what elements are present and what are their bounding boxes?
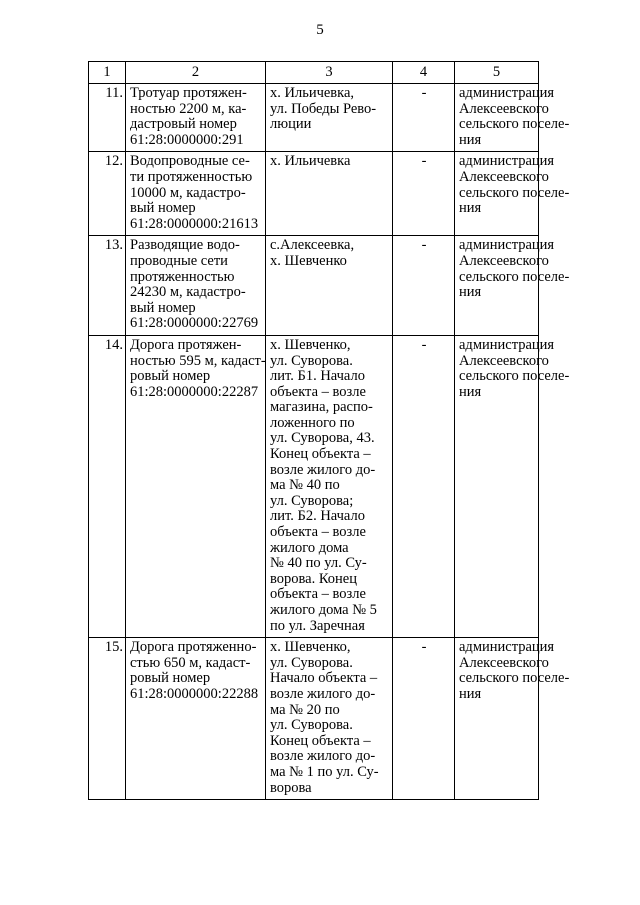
- location-cell: [266, 236, 393, 336]
- owner-cell: [455, 84, 570, 152]
- text-line: лит. Б1. Начало: [270, 368, 365, 385]
- column4-cell: -: [393, 638, 455, 800]
- column4-cell: -: [393, 335, 455, 637]
- text-line: ул. Суворова;: [270, 492, 354, 509]
- header-cell: 1: [89, 62, 126, 84]
- row-number-cell: 14.: [89, 335, 126, 637]
- text-line: ул. Суворова, 43.: [270, 430, 375, 447]
- text-line: Алексеевского: [459, 654, 549, 671]
- row-number-cell: 15.: [89, 638, 126, 800]
- text-line: ния: [459, 131, 482, 148]
- text-line: 10000 м, кадастро-: [130, 184, 246, 201]
- text-line: сельского поселе-: [459, 116, 570, 133]
- text-line: сельского поселе-: [459, 670, 570, 687]
- text-line: ния: [459, 284, 482, 301]
- text-line: ворова: [270, 779, 312, 796]
- text-line: Алексеевского: [459, 352, 549, 369]
- text-line: возле жилого до-: [270, 748, 376, 765]
- header-cell: 2: [126, 62, 266, 84]
- table-row: [89, 335, 539, 637]
- object-description-cell: [126, 638, 266, 800]
- object-description-cell: [126, 236, 266, 336]
- column4-cell: -: [393, 152, 455, 236]
- text-line: объекта – возле: [270, 383, 366, 400]
- location-cell: [266, 638, 393, 800]
- text-line: 24230 м, кадастро-: [130, 284, 246, 301]
- text-line: стью 650 м, кадаст-: [130, 654, 251, 671]
- object-description-cell: [126, 84, 266, 152]
- owner-cell: [455, 236, 570, 336]
- owner-cell: [455, 638, 570, 800]
- text-line: х. Шевченко,: [270, 336, 351, 353]
- text-line: проводные сети: [130, 252, 228, 269]
- text-line: Алексеевского: [459, 252, 549, 269]
- text-line: ма № 40 по: [270, 477, 340, 494]
- text-line: № 40 по ул. Су-: [270, 555, 367, 572]
- text-line: ул. Суворова.: [270, 654, 353, 671]
- registry-table: [88, 61, 570, 800]
- text-line: ностью 2200 м, ка-: [130, 100, 247, 117]
- text-line: ровый номер: [130, 368, 211, 385]
- page-number: 5: [316, 22, 324, 38]
- text-line: Конец объекта –: [270, 446, 371, 463]
- text-line: объекта – возле: [270, 524, 366, 541]
- text-line: Дорога протяженно-: [130, 639, 257, 656]
- text-line: ния: [459, 200, 482, 217]
- text-line: администрация: [459, 336, 555, 353]
- table-row: [89, 236, 539, 336]
- text-line: ния: [459, 383, 482, 400]
- row-number-cell: 12.: [89, 152, 126, 236]
- text-line: возле жилого до-: [270, 685, 376, 702]
- header-cell: 5: [455, 62, 539, 84]
- text-line: Конец объекта –: [270, 732, 371, 749]
- text-line: вый номер: [130, 200, 196, 217]
- text-line: объекта – возле: [270, 586, 366, 603]
- object-description-cell: [126, 335, 266, 637]
- header-cell: 3: [266, 62, 393, 84]
- text-line: ложенного по: [270, 414, 355, 431]
- text-line: ровый номер: [130, 670, 211, 687]
- text-line: администрация: [459, 639, 555, 656]
- row-number-cell: 13.: [89, 236, 126, 336]
- text-line: сельского поселе-: [459, 268, 570, 285]
- text-line: ул. Победы Рево-: [270, 100, 377, 117]
- text-line: лит. Б2. Начало: [270, 508, 365, 525]
- text-line: протяженностью: [130, 268, 235, 285]
- text-line: х. Шевченко,: [270, 639, 351, 656]
- text-line: ворова. Конец: [270, 570, 357, 587]
- text-line: ностью 595 м, кадаст-: [130, 352, 266, 369]
- text-line: жилого дома № 5: [270, 602, 377, 618]
- text-line: 61:28:0000000:291: [130, 131, 244, 148]
- text-line: администрация: [459, 153, 555, 170]
- column4-cell: -: [393, 236, 455, 336]
- text-line: вый номер: [130, 299, 196, 316]
- text-line: жилого дома: [270, 539, 349, 556]
- owner-cell: [455, 152, 570, 236]
- text-line: 61:28:0000000:22288: [130, 685, 259, 702]
- text-line: администрация: [459, 85, 555, 101]
- location-cell: [266, 152, 393, 236]
- text-line: Дорога протяжен-: [130, 336, 242, 353]
- text-line: Разводящие водо-: [130, 237, 240, 254]
- text-line: х. Ильичевка,: [270, 85, 355, 101]
- table-header-row: [89, 62, 539, 84]
- text-line: люции: [270, 116, 312, 133]
- object-description-cell: [126, 152, 266, 236]
- location-cell: [266, 84, 393, 152]
- column4-cell: -: [393, 84, 455, 152]
- table-row: [89, 152, 539, 236]
- text-line: ния: [459, 685, 482, 702]
- text-line: ул. Суворова.: [270, 717, 353, 734]
- text-line: ти протяженностью: [130, 168, 253, 185]
- text-line: 61:28:0000000:21613: [130, 215, 259, 232]
- text-line: дастровый номер: [130, 116, 237, 133]
- text-line: сельского поселе-: [459, 368, 570, 385]
- header-cell: 4: [393, 62, 455, 84]
- text-line: 61:28:0000000:22769: [130, 315, 259, 332]
- text-line: 61:28:0000000:22287: [130, 383, 259, 400]
- text-line: Водопроводные се-: [130, 153, 250, 170]
- text-line: с.Алексеевка,: [270, 237, 355, 254]
- text-line: по ул. Заречная: [270, 617, 365, 634]
- text-line: возле жилого до-: [270, 461, 376, 478]
- row-number-cell: 11.: [89, 84, 126, 152]
- text-line: Тротуар протяжен-: [130, 85, 247, 101]
- text-line: сельского поселе-: [459, 184, 570, 201]
- text-line: ма № 20 по: [270, 701, 340, 718]
- table-row: [89, 84, 539, 152]
- text-line: ул. Суворова.: [270, 352, 353, 369]
- text-line: х. Шевченко: [270, 252, 347, 269]
- text-line: Алексеевского: [459, 168, 549, 185]
- text-line: х. Ильичевка: [270, 153, 351, 170]
- table-row: [89, 638, 539, 800]
- text-line: Начало объекта –: [270, 670, 378, 687]
- text-line: администрация: [459, 237, 555, 254]
- text-line: Алексеевского: [459, 100, 549, 117]
- owner-cell: [455, 335, 570, 637]
- text-line: ма № 1 по ул. Су-: [270, 763, 379, 780]
- location-cell: [266, 335, 393, 637]
- text-line: магазина, распо-: [270, 399, 373, 416]
